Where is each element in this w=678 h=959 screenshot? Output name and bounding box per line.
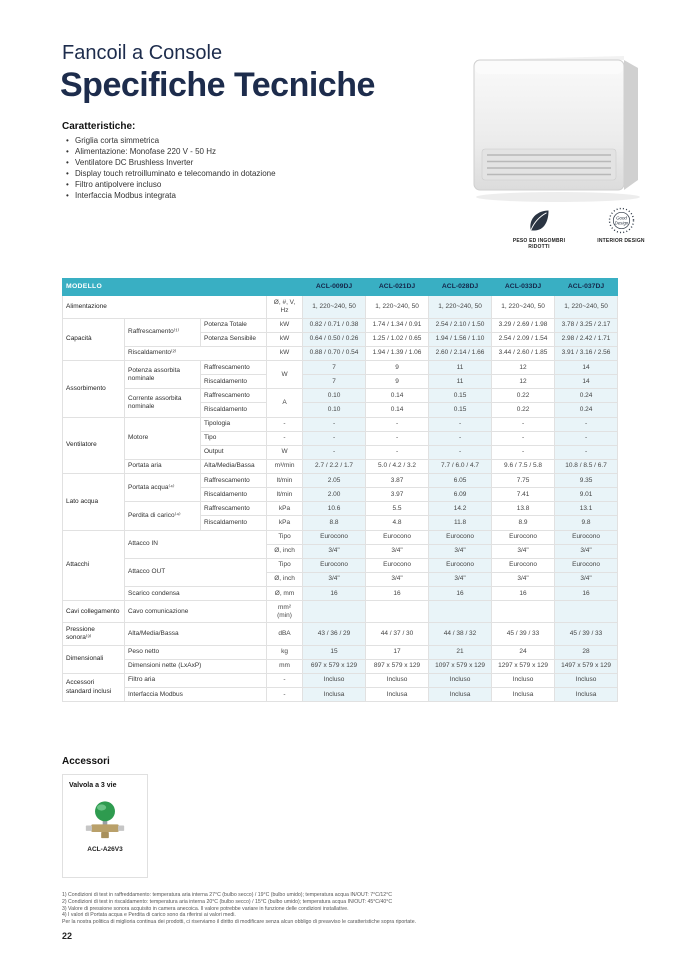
spec-value: 0.10: [303, 403, 366, 417]
spec-label: lt/min: [267, 488, 303, 502]
spec-value: 9.35: [555, 474, 618, 488]
product-image: [466, 46, 646, 206]
spec-value: 17: [366, 645, 429, 659]
badge-interior-design: [588, 207, 654, 250]
spec-value: 0.64 / 0.50 / 0.26: [303, 332, 366, 346]
spec-label: Potenza Totale: [201, 318, 267, 332]
spec-value: 897 x 579 x 129: [366, 659, 429, 673]
table-row: [63, 459, 618, 473]
spec-value: 14: [555, 375, 618, 389]
spec-value: -: [303, 417, 366, 431]
spec-label: W: [267, 445, 303, 459]
table-row: [63, 502, 618, 516]
table-row: [63, 361, 618, 375]
spec-label: Alta/Media/Bassa: [125, 623, 267, 645]
spec-value: 1, 220~240, 50: [366, 296, 429, 318]
spec-value: 10.8 / 8.5 / 6.7: [555, 459, 618, 473]
spec-value: -: [429, 445, 492, 459]
spec-value: 10.6: [303, 502, 366, 516]
spec-value: 21: [429, 645, 492, 659]
spec-label: Tipologia: [201, 417, 267, 431]
footnote-line: 3) Valore di pressione sonora acquisito in camera anecoica. Il valore potrebbe variare in funzione delle condizioni installative.: [62, 905, 349, 912]
spec-value: 16: [555, 587, 618, 601]
spec-label: -: [267, 431, 303, 445]
spec-value: Inclusa: [429, 688, 492, 702]
spec-label: Pressione sonora⁽³⁾: [63, 623, 125, 645]
award-badges: [506, 207, 654, 250]
spec-value: 3/4": [429, 572, 492, 586]
spec-label: Alta/Media/Bassa: [201, 459, 267, 473]
spec-value: 9: [366, 375, 429, 389]
table-row: [63, 346, 618, 360]
spec-label: Tipo: [201, 431, 267, 445]
feature-item: • Filtro antipolvere incluso: [66, 179, 276, 190]
spec-label: -: [267, 688, 303, 702]
spec-label: Riscaldamento: [201, 403, 267, 417]
spec-value: 24: [492, 645, 555, 659]
spec-value: 1, 220~240, 50: [492, 296, 555, 318]
spec-label: Corrente assorbita nominale: [125, 389, 201, 417]
feature-item: • Display touch retroilluminato e telecomando in dotazione: [66, 168, 276, 179]
spec-value: 44 / 37 / 30: [366, 623, 429, 645]
spec-value: 2.00: [303, 488, 366, 502]
spec-value: -: [366, 431, 429, 445]
spec-value: Inclusa: [303, 688, 366, 702]
table-row: [63, 623, 618, 645]
spec-value: -: [303, 431, 366, 445]
spec-value: 1.94 / 1.39 / 1.06: [366, 346, 429, 360]
spec-value: 2.54 / 2.09 / 1.54: [492, 332, 555, 346]
spec-label: Cavi collegamento: [63, 601, 125, 623]
spec-value: 5.5: [366, 502, 429, 516]
spec-value: -: [492, 431, 555, 445]
spec-value: Eurocono: [492, 530, 555, 544]
spec-value: 16: [303, 587, 366, 601]
spec-label: kPa: [267, 516, 303, 530]
spec-value: 2.54 / 2.10 / 1.50: [429, 318, 492, 332]
table-row: [63, 558, 618, 572]
spec-label: A: [267, 389, 303, 417]
spec-label: Motore: [125, 417, 201, 459]
spec-value: 3.97: [366, 488, 429, 502]
table-row: [63, 389, 618, 403]
spec-value: 9: [366, 361, 429, 375]
footnote-line: 2) Condizioni di test in riscaldamento: temperatura aria interna 20°C (bulbo secco) / 15°C (bulbo umido); temperatura acqua IN/OUT: 45°C/40°C: [62, 898, 393, 905]
spec-value: -: [555, 431, 618, 445]
accessory-code: ACL-A26V3: [87, 846, 123, 853]
table-row: [63, 659, 618, 673]
spec-label: Raffrescamento: [201, 502, 267, 516]
spec-value: 1297 x 579 x 129: [492, 659, 555, 673]
spec-value: 15: [303, 645, 366, 659]
spec-value: 3.91 / 3.16 / 2.56: [555, 346, 618, 360]
spec-label: Riscaldamento: [201, 375, 267, 389]
spec-label: kg: [267, 645, 303, 659]
spec-value: 16: [366, 587, 429, 601]
spec-value: 11.8: [429, 516, 492, 530]
page-title: Specifiche Tecniche: [60, 66, 375, 104]
spec-label: Tipo: [267, 558, 303, 572]
spec-value: 0.24: [555, 403, 618, 417]
spec-value: Inclusa: [366, 688, 429, 702]
spec-label: Cavo comunicazione: [125, 601, 267, 623]
spec-value: 45 / 39 / 33: [492, 623, 555, 645]
spec-value: 43 / 36 / 29: [303, 623, 366, 645]
spec-value: -: [429, 431, 492, 445]
spec-value: 1497 x 579 x 129: [555, 659, 618, 673]
spec-value: 13.1: [555, 502, 618, 516]
model-column-header: ACL-021DJ: [366, 279, 429, 296]
spec-value: Incluso: [366, 673, 429, 687]
spec-value: Eurocono: [303, 558, 366, 572]
spec-label: kW: [267, 318, 303, 332]
spec-value: 2.7 / 2.2 / 1.7: [303, 459, 366, 473]
spec-value: -: [366, 445, 429, 459]
spec-value: 2.98 / 2.42 / 1.71: [555, 332, 618, 346]
spec-label: Assorbimento: [63, 361, 125, 418]
spec-value: 45 / 39 / 33: [555, 623, 618, 645]
accessory-name: Valvola a 3 vie: [69, 782, 117, 789]
spec-value: -: [492, 417, 555, 431]
spec-value: 7.41: [492, 488, 555, 502]
spec-value: 0.88 / 0.70 / 0.54: [303, 346, 366, 360]
spec-value: 3/4": [429, 544, 492, 558]
spec-label: mm² (min): [267, 601, 303, 623]
spec-value: 7.7 / 6.0 / 4.7: [429, 459, 492, 473]
spec-label: kPa: [267, 502, 303, 516]
spec-label: Raffrescamento: [201, 389, 267, 403]
feature-item: • Griglia corta simmetrica: [66, 135, 276, 146]
spec-value: 1.94 / 1.56 / 1.10: [429, 332, 492, 346]
svg-text:Design: Design: [614, 220, 628, 226]
spec-value: 0.22: [492, 403, 555, 417]
spec-label: Riscaldamento⁽²⁾: [125, 346, 267, 360]
spec-value: 3.29 / 2.69 / 1.98: [492, 318, 555, 332]
spec-value: 16: [429, 587, 492, 601]
spec-value: [366, 601, 429, 623]
table-row: [63, 601, 618, 623]
spec-value: 5.0 / 4.2 / 3.2: [366, 459, 429, 473]
spec-label: Capacità: [63, 318, 125, 360]
spec-label: Lato acqua: [63, 474, 125, 531]
spec-label: Potenza assorbita nominale: [125, 361, 201, 389]
spec-value: 3.44 / 2.60 / 1.85: [492, 346, 555, 360]
model-column-header: ACL-037DJ: [555, 279, 618, 296]
spec-value: 1, 220~240, 50: [429, 296, 492, 318]
spec-label: Perdita di carico⁽⁴⁾: [125, 502, 201, 530]
table-row: [63, 688, 618, 702]
feature-item: • Interfaccia Modbus integrata: [66, 190, 276, 201]
spec-label: Ø, mm: [267, 587, 303, 601]
category-title: Fancoil a Console: [62, 42, 223, 64]
spec-label: Riscaldamento: [201, 488, 267, 502]
spec-value: 1097 x 579 x 129: [429, 659, 492, 673]
spec-label: Raffrescamento: [201, 474, 267, 488]
spec-value: Eurocono: [303, 530, 366, 544]
spec-value: 14: [555, 361, 618, 375]
footnote-line: 4) I valori di Portata acqua e Perdita di carico sono da riferirsi ai valori medi.: [62, 912, 236, 919]
spec-label: Raffrescamento⁽¹⁾: [125, 318, 201, 346]
spec-table: [62, 278, 618, 702]
spec-value: 1.74 / 1.34 / 0.91: [366, 318, 429, 332]
badge-label: INTERIOR DESIGN: [597, 238, 645, 244]
spec-value: -: [366, 417, 429, 431]
spec-value: -: [303, 445, 366, 459]
table-row: [63, 587, 618, 601]
badge-label: PESO ED INGOMBRI RIDOTTI: [512, 238, 566, 250]
spec-label: Potenza Sensibile: [201, 332, 267, 346]
spec-label: mm: [267, 659, 303, 673]
spec-value: 3.78 / 3.25 / 2.17: [555, 318, 618, 332]
spec-value: Incluso: [429, 673, 492, 687]
spec-label: -: [267, 417, 303, 431]
spec-value: 2.05: [303, 474, 366, 488]
spec-value: 8.9: [492, 516, 555, 530]
spec-label: Accessori standard inclusi: [63, 673, 125, 701]
spec-value: 14.2: [429, 502, 492, 516]
spec-label: Raffrescamento: [201, 361, 267, 375]
spec-label: Attacco IN: [125, 530, 267, 558]
spec-label: Dimensioni nette (LxAxP): [125, 659, 267, 673]
spec-value: 44 / 38 / 32: [429, 623, 492, 645]
spec-value: [429, 601, 492, 623]
spec-label: Portata acqua⁽⁴⁾: [125, 474, 201, 502]
spec-value: 7: [303, 375, 366, 389]
spec-value: Eurocono: [555, 530, 618, 544]
spec-value: 2.60 / 2.14 / 1.66: [429, 346, 492, 360]
spec-value: 0.10: [303, 389, 366, 403]
spec-value: Eurocono: [366, 530, 429, 544]
spec-value: 9.6 / 7.5 / 5.8: [492, 459, 555, 473]
accessories-heading: Accessori: [62, 756, 110, 767]
spec-value: 3/4": [555, 544, 618, 558]
spec-label: Tipo: [267, 530, 303, 544]
features-list: [66, 135, 276, 201]
spec-value: -: [555, 445, 618, 459]
badge-low-weight: [506, 207, 572, 250]
spec-value: 6.09: [429, 488, 492, 502]
model-column-header: ACL-028DJ: [429, 279, 492, 296]
spec-value: 11: [429, 361, 492, 375]
spec-label: Filtro aria: [125, 673, 267, 687]
spec-value: 7.75: [492, 474, 555, 488]
spec-value: -: [555, 417, 618, 431]
spec-value: [303, 601, 366, 623]
spec-value: 3/4": [366, 544, 429, 558]
spec-label: Ø, inch: [267, 572, 303, 586]
spec-label: Attacco OUT: [125, 558, 267, 586]
footnotes: [62, 892, 622, 926]
spec-value: 3/4": [555, 572, 618, 586]
spec-label: Ventilatore: [63, 417, 125, 474]
spec-value: 3/4": [303, 544, 366, 558]
spec-value: 0.15: [429, 389, 492, 403]
feature-item: • Ventilatore DC Brushless Inverter: [66, 157, 276, 168]
spec-label: Riscaldamento: [201, 516, 267, 530]
spec-value: [492, 601, 555, 623]
spec-label: W: [267, 361, 303, 389]
spec-label: Alimentazione: [63, 296, 267, 318]
spec-value: 7: [303, 361, 366, 375]
spec-value: Incluso: [492, 673, 555, 687]
leaf-icon: [526, 207, 553, 234]
spec-value: 12: [492, 361, 555, 375]
spec-value: 697 x 579 x 129: [303, 659, 366, 673]
spec-value: Eurocono: [429, 558, 492, 572]
spec-label: Ø, inch: [267, 544, 303, 558]
spec-value: 1, 220~240, 50: [555, 296, 618, 318]
table-corner-header: MODELLO: [63, 279, 303, 296]
table-row: [63, 645, 618, 659]
spec-value: 0.15: [429, 403, 492, 417]
three-way-valve-image: [82, 796, 128, 842]
svg-text:Good: Good: [615, 215, 627, 221]
spec-label: -: [267, 673, 303, 687]
spec-label: Interfaccia Modbus: [125, 688, 267, 702]
accessory-card: [62, 774, 148, 878]
spec-label: m³/min: [267, 459, 303, 473]
spec-value: 9.8: [555, 516, 618, 530]
spec-value: 1, 220~240, 50: [303, 296, 366, 318]
spec-value: -: [492, 445, 555, 459]
spec-value: 0.14: [366, 403, 429, 417]
table-row: [63, 296, 618, 318]
spec-value: Incluso: [555, 673, 618, 687]
table-row: [63, 318, 618, 332]
spec-label: kW: [267, 346, 303, 360]
spec-value: Incluso: [303, 673, 366, 687]
spec-label: Peso netto: [125, 645, 267, 659]
table-row: [63, 530, 618, 544]
spec-value: 3.87: [366, 474, 429, 488]
spec-label: Output: [201, 445, 267, 459]
spec-value: 28: [555, 645, 618, 659]
spec-value: 9.01: [555, 488, 618, 502]
design-award-icon: [608, 207, 635, 234]
spec-value: Eurocono: [366, 558, 429, 572]
spec-value: 0.22: [492, 389, 555, 403]
spec-value: 1.25 / 1.02 / 0.65: [366, 332, 429, 346]
spec-value: 4.8: [366, 516, 429, 530]
feature-item: • Alimentazione: Monofase 220 V - 50 Hz: [66, 146, 276, 157]
spec-label: Portata aria: [125, 459, 201, 473]
spec-value: -: [429, 417, 492, 431]
spec-value: 8.8: [303, 516, 366, 530]
spec-value: 3/4": [303, 572, 366, 586]
spec-label: Attacchi: [63, 530, 125, 601]
spec-label: Scarico condensa: [125, 587, 267, 601]
spec-value: 3/4": [492, 572, 555, 586]
spec-value: 3/4": [366, 572, 429, 586]
spec-value: 0.82 / 0.71 / 0.38: [303, 318, 366, 332]
spec-value: Eurocono: [429, 530, 492, 544]
spec-value: Eurocono: [492, 558, 555, 572]
spec-value: Inclusa: [492, 688, 555, 702]
table-row: [63, 673, 618, 687]
spec-value: 0.14: [366, 389, 429, 403]
table-row: [63, 474, 618, 488]
spec-label: Dimensionali: [63, 645, 125, 673]
spec-label: lt/min: [267, 474, 303, 488]
spec-value: 12: [492, 375, 555, 389]
spec-value: [555, 601, 618, 623]
spec-value: 3/4": [492, 544, 555, 558]
model-column-header: ACL-009DJ: [303, 279, 366, 296]
spec-value: Eurocono: [555, 558, 618, 572]
footnote-line: 1) Condizioni di test in raffreddamento: temperatura aria interna 27°C (bulbo secco) / 19°C (bulbo umido); temperatura acqua IN/OUT: 7°C/12°C: [62, 892, 392, 898]
spec-label: kW: [267, 332, 303, 346]
model-column-header: ACL-033DJ: [492, 279, 555, 296]
spec-value: 11: [429, 375, 492, 389]
features-heading: Caratteristiche:: [62, 121, 136, 132]
spec-value: Inclusa: [555, 688, 618, 702]
spec-value: 0.24: [555, 389, 618, 403]
spec-label: Ø, #, V, Hz: [267, 296, 303, 318]
spec-value: 16: [492, 587, 555, 601]
spec-value: 6.05: [429, 474, 492, 488]
footnote-line: Per la nostra politica di miglioria continua dei prodotti, ci riserviamo il diritto di modificare senza alcun obbligo di preavviso le caratteristiche sopra riportate.: [62, 919, 417, 926]
table-row: [63, 417, 618, 431]
page-number: 22: [62, 931, 73, 941]
spec-label: dBA: [267, 623, 303, 645]
spec-value: 13.8: [492, 502, 555, 516]
